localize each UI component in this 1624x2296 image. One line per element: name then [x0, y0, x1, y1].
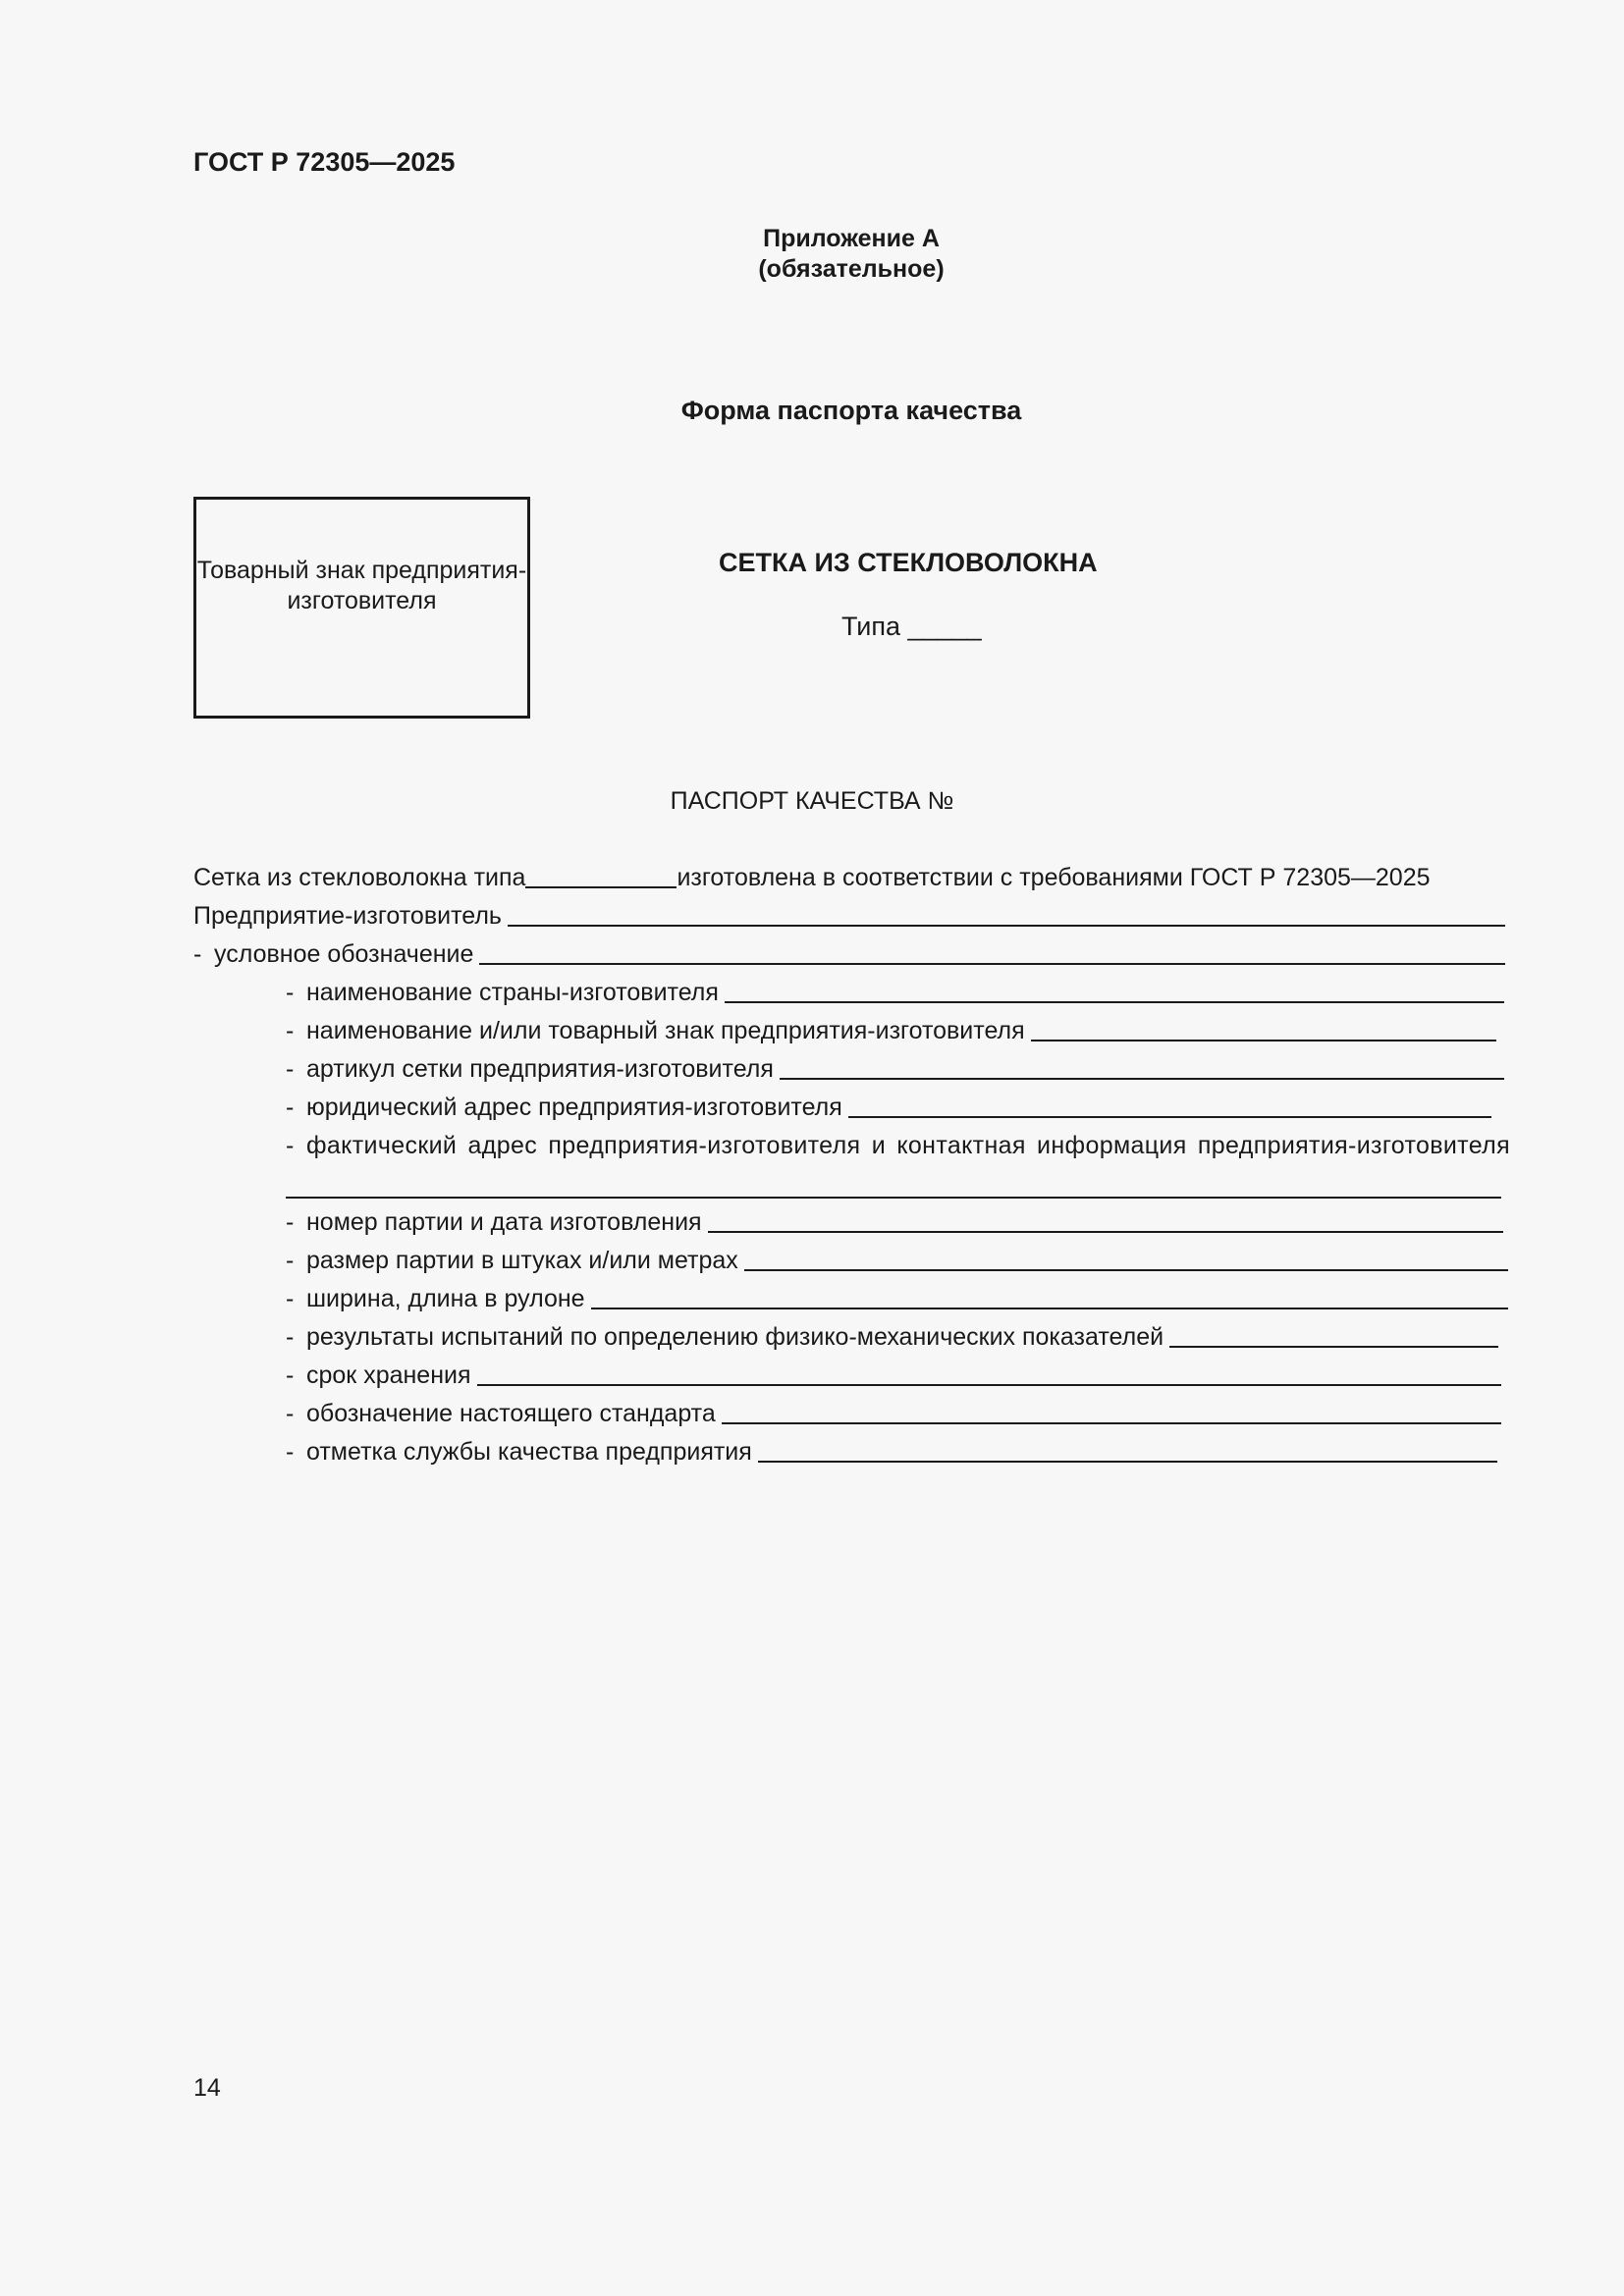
list-dash: -	[286, 1362, 295, 1389]
trademark-box	[193, 497, 530, 719]
list-item	[286, 1207, 1503, 1237]
manufacturer-row	[193, 901, 1505, 931]
item-label: наименование страны-изготовителя	[306, 979, 719, 1006]
list-item	[286, 1322, 1498, 1352]
item-blank[interactable]	[708, 1231, 1503, 1233]
designation-blank[interactable]	[479, 963, 1505, 965]
list-dash: -	[286, 1285, 295, 1312]
list-dash: -	[193, 940, 202, 968]
list-dash: -	[286, 1017, 295, 1044]
item-label: фактический адрес предприятия-изготовителя и контактная информация предприятия-изготовителя	[306, 1132, 1510, 1159]
list-dash: -	[286, 979, 295, 1006]
list-dash: -	[286, 1055, 295, 1083]
list-item	[286, 1361, 1501, 1390]
document-id: ГОСТ Р 72305—2025	[193, 147, 456, 177]
form-title: Форма паспорта качества	[680, 396, 1022, 425]
item-blank[interactable]	[1031, 1040, 1496, 1041]
statement-line	[193, 863, 1431, 892]
statement-before: Сетка из стекловолокна типа	[193, 864, 526, 891]
item-label: артикул сетки предприятия-изготовителя	[306, 1055, 774, 1083]
item-blank[interactable]	[591, 1308, 1508, 1309]
list-item	[286, 1016, 1496, 1045]
item-label-group	[286, 1131, 1510, 1160]
trademark-box-label	[196, 556, 527, 616]
list-item	[286, 978, 1504, 1007]
list-item	[286, 1437, 1497, 1467]
item-blank[interactable]	[725, 1001, 1504, 1003]
trademark-label-line2: изготовителя	[287, 587, 437, 614]
list-dash: -	[286, 1247, 295, 1274]
product-title: СЕТКА ИЗ СТЕКЛОВОЛОКНА	[719, 548, 1098, 577]
item-blank[interactable]	[780, 1078, 1504, 1080]
trademark-label-line1: Товарный знак предприятия-	[196, 557, 527, 584]
appendix-heading	[0, 224, 1624, 285]
list-dash: -	[286, 1094, 295, 1121]
address-continuation-blank[interactable]	[286, 1197, 1501, 1199]
item-label: отметка службы качества предприятия	[306, 1438, 752, 1466]
item-label: ширина, длина в рулоне	[306, 1285, 585, 1312]
item-blank[interactable]	[758, 1461, 1497, 1463]
item-blank[interactable]	[848, 1116, 1491, 1118]
list-item	[286, 1246, 1508, 1275]
list-dash: -	[286, 1400, 295, 1427]
item-label: юридический адрес предприятия-изготовителя	[306, 1094, 842, 1121]
appendix-status: (обязательное)	[758, 255, 945, 283]
item-blank[interactable]	[1169, 1346, 1498, 1348]
item-label: срок хранения	[306, 1362, 471, 1389]
item-label: размер партии в штуках и/или метрах	[306, 1247, 738, 1274]
appendix-title: Приложение А	[763, 225, 940, 252]
list-item	[286, 1399, 1501, 1428]
item-label: наименование и/или товарный знак предприятия-изготовителя	[306, 1017, 1025, 1044]
list-dash: -	[286, 1438, 295, 1466]
list-item	[286, 1054, 1504, 1084]
list-item	[286, 1131, 1510, 1160]
manufacturer-blank[interactable]	[508, 925, 1505, 927]
designation-row	[193, 939, 1505, 969]
designation-label: условное обозначение	[214, 940, 474, 968]
item-blank[interactable]	[744, 1269, 1508, 1271]
type-blank[interactable]	[525, 886, 677, 888]
item-label: результаты испытаний по определению физико-механических показателей	[306, 1323, 1164, 1351]
list-dash: -	[286, 1208, 295, 1236]
item-blank[interactable]	[477, 1384, 1501, 1386]
list-item	[286, 1093, 1491, 1122]
passport-title: ПАСПОРТ КАЧЕСТВА №	[670, 787, 954, 815]
list-dash: -	[286, 1323, 295, 1351]
item-label: номер партии и дата изготовления	[306, 1208, 702, 1236]
page-number: 14	[193, 2074, 221, 2102]
product-type-line: Типа _____	[841, 612, 982, 641]
statement-after: изготовлена в соответствии с требованиями ГОСТ Р 72305—2025	[677, 864, 1431, 891]
item-label: обозначение настоящего стандарта	[306, 1400, 716, 1427]
item-blank[interactable]	[722, 1422, 1501, 1424]
list-item	[286, 1284, 1508, 1313]
manufacturer-label: Предприятие-изготовитель	[193, 902, 502, 930]
list-dash: -	[286, 1132, 295, 1159]
